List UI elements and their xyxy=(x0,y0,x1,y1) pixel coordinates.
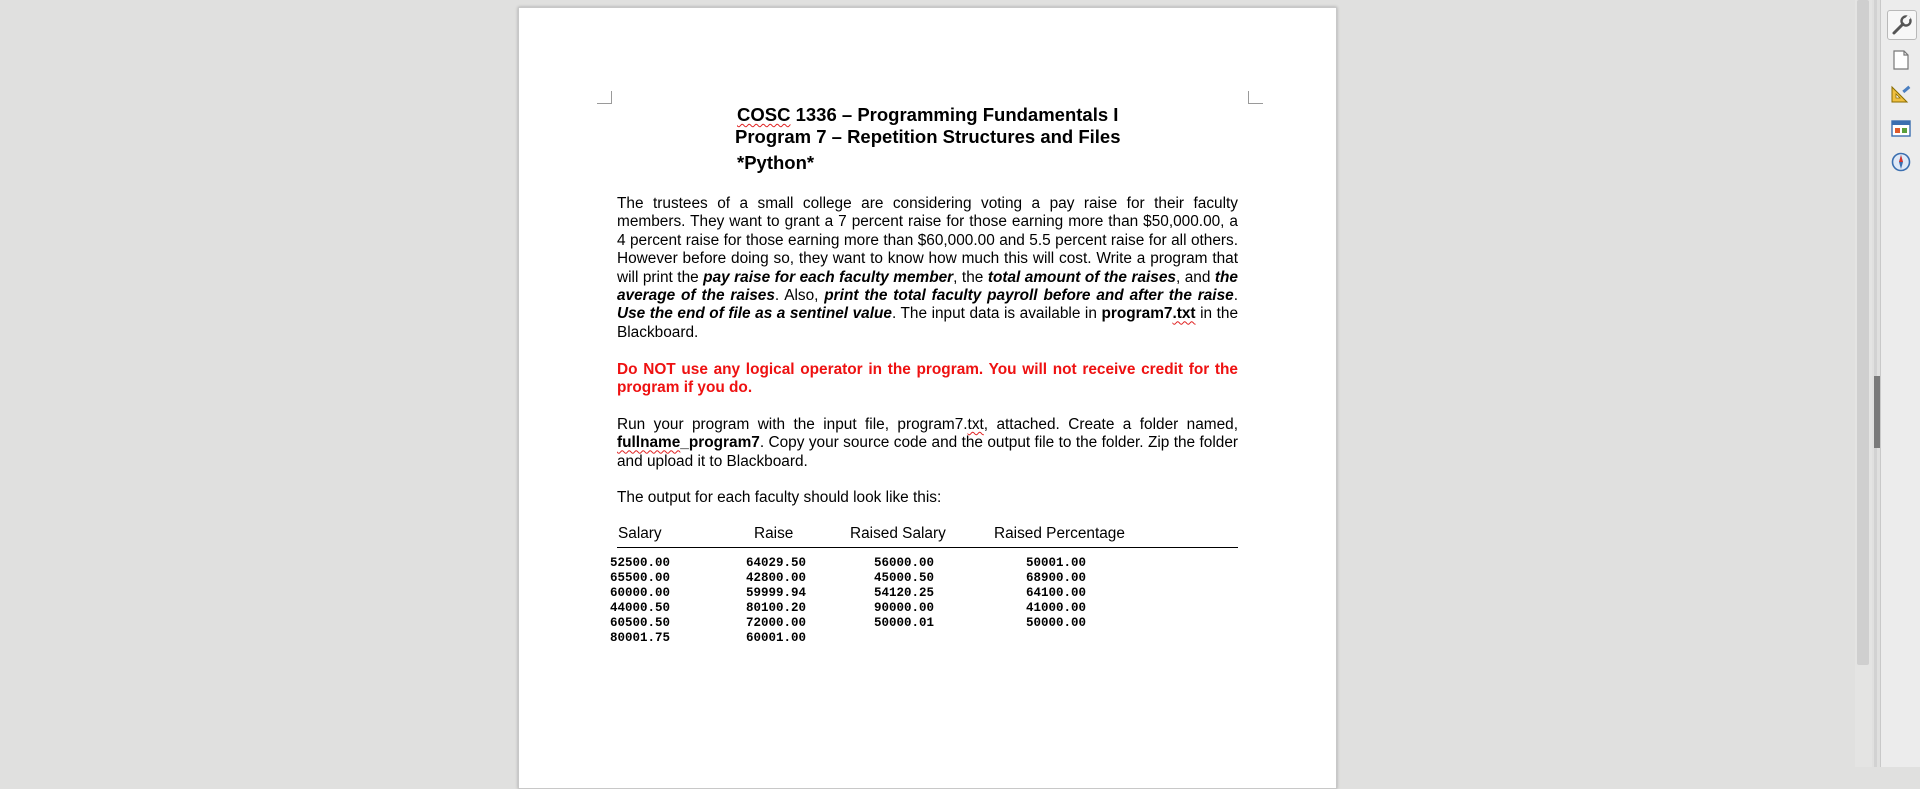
text-run: The trustees of a small college are considering voting a pay raise for their faculty members. They want to grant a 7 percent raise for those earning more than $50,000.00, a 4 percent raise for those earning more than $60,000.00 and 5.5 percent raise for all others. However before doing so, they want to know how much this will cost. Write a program that will print the xyxy=(617,195,1238,286)
cell-salary: 60500.50 xyxy=(610,616,671,630)
course-name: 1336 – Programming Fundamentals I xyxy=(790,104,1119,125)
cell-raise: 64029.50 xyxy=(746,556,807,570)
input-file-ext: .txt xyxy=(1172,305,1196,323)
language-label: *Python* xyxy=(737,152,815,173)
cell-raised-salary: 45000.50 xyxy=(874,571,935,585)
header-rule xyxy=(617,547,1238,548)
cell-raise: 60001.00 xyxy=(746,631,807,645)
text-run: Run your program with the input file, program7. xyxy=(617,416,968,433)
properties-button[interactable] xyxy=(1887,10,1917,40)
page-button[interactable] xyxy=(1887,46,1915,74)
wrench-icon xyxy=(1891,14,1913,36)
cell-raise: 42800.00 xyxy=(746,571,807,585)
course-title xyxy=(737,104,1118,126)
input-file-name: program7 xyxy=(1101,305,1173,323)
cell-raised-percentage: 50001.00 xyxy=(1026,556,1087,570)
cell-raised-percentage: 41000.00 xyxy=(1026,601,1087,615)
cell-salary: 52500.00 xyxy=(610,556,671,570)
compass-icon xyxy=(1890,151,1912,173)
margin-corner-top-left xyxy=(597,91,612,104)
text-run: , the xyxy=(953,268,988,286)
text-run: txt xyxy=(967,416,984,433)
cell-raise: 59999.94 xyxy=(746,586,807,600)
emphasis-pay-raise: pay raise for each faculty member xyxy=(703,268,954,286)
cell-raise: 72000.00 xyxy=(746,616,807,630)
styles-icon xyxy=(1890,83,1912,105)
navigator-button[interactable] xyxy=(1887,148,1915,176)
text-run: in the Blackboard. xyxy=(617,305,1239,341)
emphasis-sentinel: Use the end of file as a sentinel value xyxy=(617,305,892,323)
scrollbar-thumb[interactable] xyxy=(1857,0,1869,665)
cell-raised-percentage: 64100.00 xyxy=(1026,586,1087,600)
text-run: , and xyxy=(1175,268,1215,286)
cell-salary: 44000.50 xyxy=(610,601,671,615)
text-run: . xyxy=(1233,287,1238,305)
cell-salary: 60000.00 xyxy=(610,586,671,600)
cell-raise: 80100.20 xyxy=(746,601,807,615)
logical-operator-warning: Do NOT use any logical operator in the program. You will not receive credit for the program if you do. xyxy=(617,361,1238,397)
folder-name-suffix: _program7 xyxy=(680,434,760,452)
document-page[interactable] xyxy=(518,7,1337,789)
folder-name: fullname xyxy=(617,434,681,452)
cell-raised-percentage: 50000.00 xyxy=(1026,616,1087,630)
output-intro: The output for each faculty should look like this: xyxy=(617,489,942,506)
cell-salary: 65500.00 xyxy=(610,571,671,585)
column-header-raised-percentage: Raised Percentage xyxy=(994,525,1125,542)
text-run: , attached. Create a folder named, xyxy=(983,416,1238,433)
column-header-raised-salary: Raised Salary xyxy=(850,525,946,542)
cell-raised-salary: 56000.00 xyxy=(874,556,935,570)
assignment-description xyxy=(617,195,1238,342)
cell-salary: 80001.75 xyxy=(610,631,671,645)
gallery-icon xyxy=(1890,117,1912,139)
text-run: . The input data is available in xyxy=(891,305,1102,323)
gallery-button[interactable] xyxy=(1887,114,1915,142)
submission-instructions xyxy=(617,416,1238,471)
emphasis-average-raises: the average of the raises xyxy=(617,268,1238,305)
margin-corner-top-right xyxy=(1248,91,1263,104)
emphasis-total-payroll: print the total faculty payroll before and after the raise xyxy=(824,287,1234,305)
cell-raised-salary: 50000.01 xyxy=(874,616,935,630)
text-run: . Also, xyxy=(774,287,825,305)
cell-raised-salary: 54120.25 xyxy=(874,586,935,600)
course-code: COSC xyxy=(737,104,791,125)
cell-raised-percentage: 68900.00 xyxy=(1026,571,1087,585)
cell-raised-salary: 90000.00 xyxy=(874,601,935,615)
column-header-raise: Raise xyxy=(754,525,794,542)
emphasis-total-raises: total amount of the raises xyxy=(987,268,1176,286)
column-header-salary: Salary xyxy=(618,525,662,542)
text-run: . Copy your source code and the output file to the folder. Zip the folder and upload it to Blackboard. xyxy=(617,434,1238,470)
page-icon xyxy=(1891,49,1911,71)
program-title: Program 7 – Repetition Structures and Files xyxy=(735,126,1121,147)
styles-button[interactable] xyxy=(1887,80,1915,108)
